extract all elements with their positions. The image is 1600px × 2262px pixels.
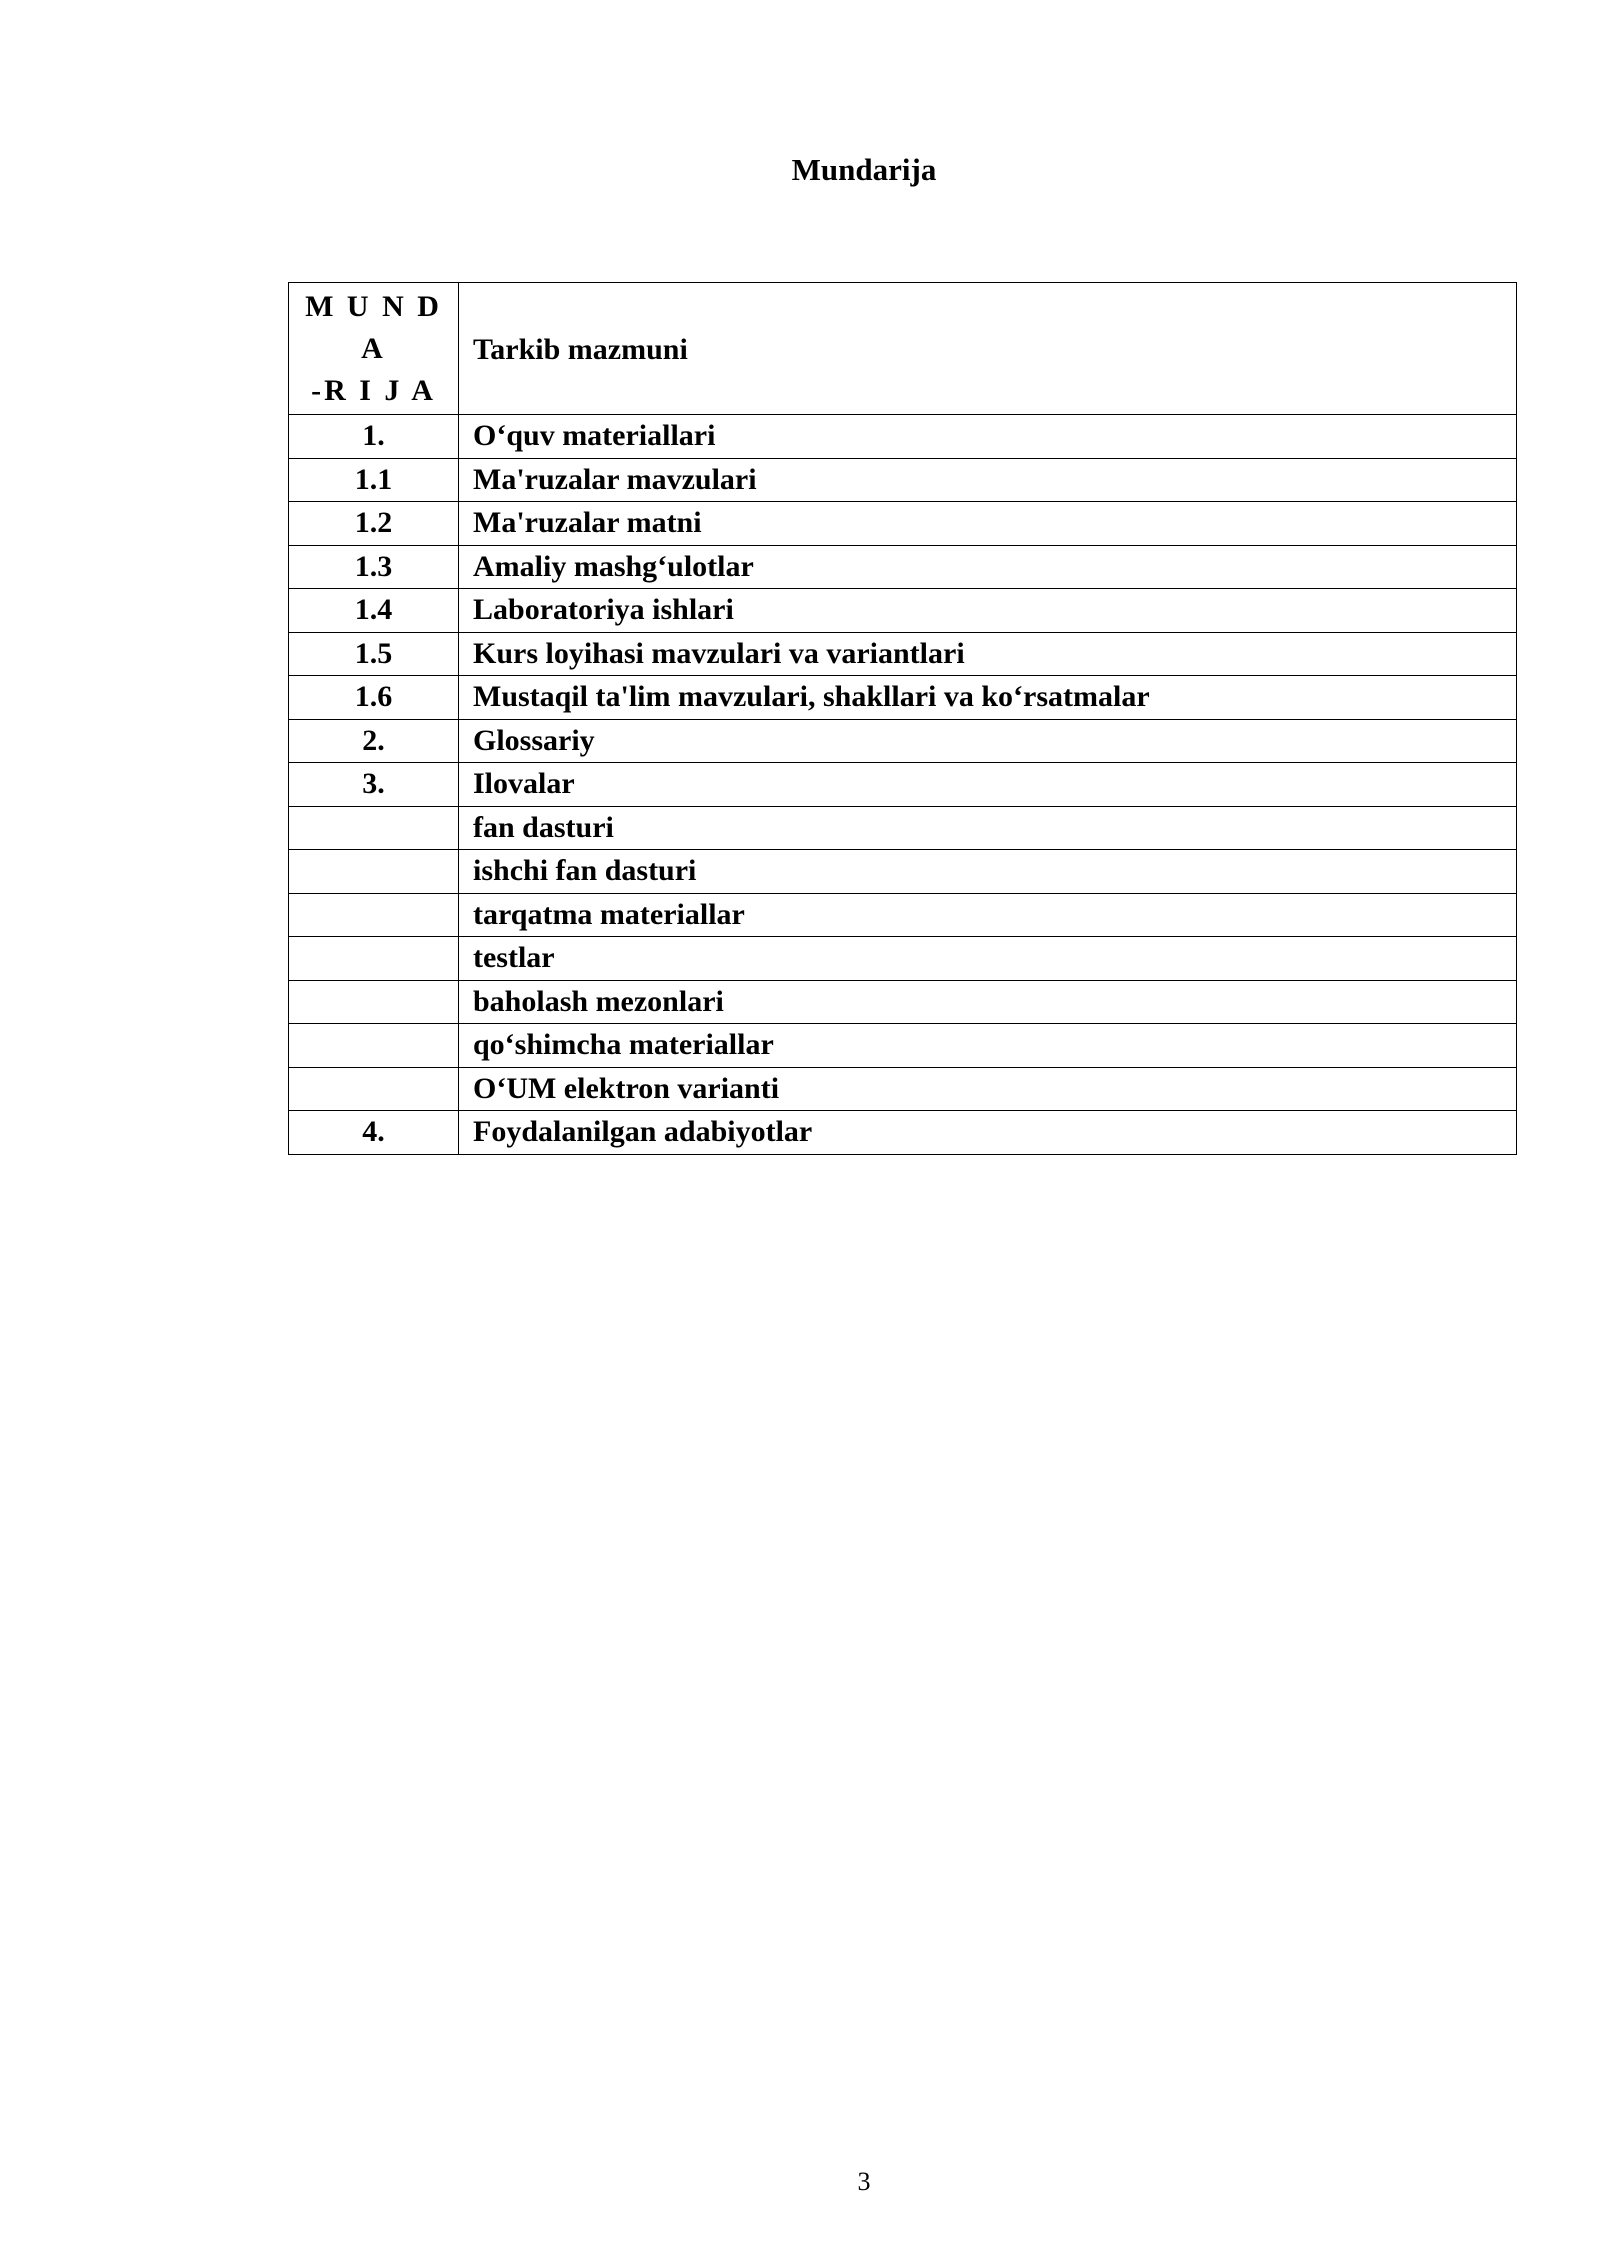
section-title: Mustaqil ta'lim mavzulari, shakllari va ko‘rsatmalar xyxy=(459,676,1517,720)
section-number: 1. xyxy=(289,415,459,459)
section-title: O‘UM elektron varianti xyxy=(459,1067,1517,1111)
section-number: 1.6 xyxy=(289,676,459,720)
section-title: ishchi fan dasturi xyxy=(459,850,1517,894)
section-title: Foydalanilgan adabiyotlar xyxy=(459,1111,1517,1155)
header-number-line-1: M U N D A xyxy=(305,290,442,365)
section-title: testlar xyxy=(459,937,1517,981)
section-number xyxy=(289,980,459,1024)
table-header-row xyxy=(289,283,1517,415)
header-section-number xyxy=(289,283,459,415)
table-row xyxy=(289,1067,1517,1111)
table-row xyxy=(289,806,1517,850)
table-row xyxy=(289,893,1517,937)
section-number: 3. xyxy=(289,763,459,807)
section-title: O‘quv materiallari xyxy=(459,415,1517,459)
section-number: 1.1 xyxy=(289,458,459,502)
section-title: Glossariy xyxy=(459,719,1517,763)
table-row xyxy=(289,1024,1517,1068)
table-row xyxy=(289,850,1517,894)
table-of-contents xyxy=(288,282,1517,1155)
header-content-title: Tarkib mazmuni xyxy=(459,283,1517,415)
section-number: 1.4 xyxy=(289,589,459,633)
section-title: Ma'ruzalar matni xyxy=(459,502,1517,546)
section-number xyxy=(289,893,459,937)
header-number-line-2: -R I J A xyxy=(311,374,436,407)
table-row xyxy=(289,632,1517,676)
table-row xyxy=(289,676,1517,720)
section-title: Ma'ruzalar mavzulari xyxy=(459,458,1517,502)
table-row xyxy=(289,589,1517,633)
section-number xyxy=(289,806,459,850)
table-row xyxy=(289,937,1517,981)
section-title: Amaliy mashg‘ulotlar xyxy=(459,545,1517,589)
table-row xyxy=(289,763,1517,807)
section-title: qo‘shimcha materiallar xyxy=(459,1024,1517,1068)
page-title: Mundarija xyxy=(791,152,937,187)
section-number xyxy=(289,1024,459,1068)
section-number: 1.2 xyxy=(289,502,459,546)
table-row xyxy=(289,1111,1517,1155)
section-title: tarqatma materiallar xyxy=(459,893,1517,937)
section-title: baholash mezonlari xyxy=(459,980,1517,1024)
section-number: 1.5 xyxy=(289,632,459,676)
table-row xyxy=(289,980,1517,1024)
section-title: Laboratoriya ishlari xyxy=(459,589,1517,633)
section-title: fan dasturi xyxy=(459,806,1517,850)
section-title: Ilovalar xyxy=(459,763,1517,807)
table-row xyxy=(289,458,1517,502)
section-number: 4. xyxy=(289,1111,459,1155)
table-row xyxy=(289,545,1517,589)
section-number: 2. xyxy=(289,719,459,763)
table-row xyxy=(289,502,1517,546)
section-number xyxy=(289,937,459,981)
table-row xyxy=(289,415,1517,459)
section-number: 1.3 xyxy=(289,545,459,589)
page-number: 3 xyxy=(857,2167,871,2196)
section-number xyxy=(289,850,459,894)
table-row xyxy=(289,719,1517,763)
section-title: Kurs loyihasi mavzulari va variantlari xyxy=(459,632,1517,676)
section-number xyxy=(289,1067,459,1111)
